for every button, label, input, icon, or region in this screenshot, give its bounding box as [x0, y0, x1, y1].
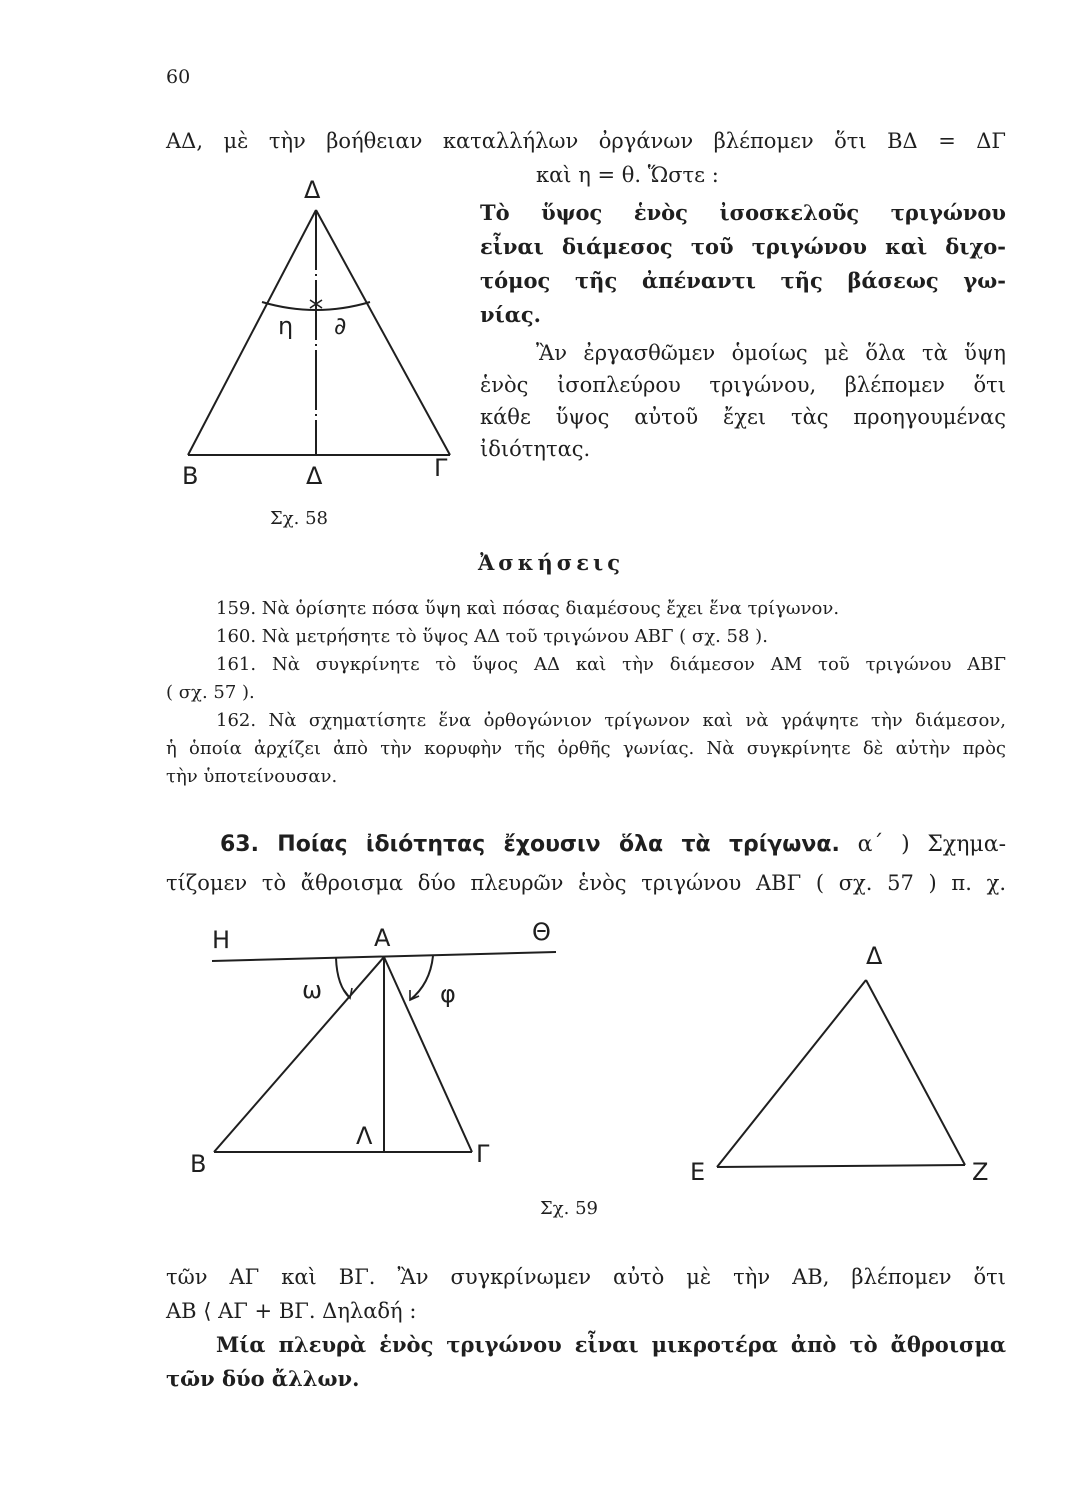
fig59-label-A: Α — [374, 924, 391, 952]
exercise-list — [166, 595, 1006, 791]
exercise-line: ( σχ. 57 ). — [166, 682, 255, 703]
fig59-arc-omega — [336, 958, 350, 998]
fig59-side-DE — [717, 980, 866, 1167]
section-63-title-line — [166, 830, 1006, 860]
fig59-label-Theta: Θ — [532, 918, 551, 946]
fig59-label-Delta: Δ — [866, 942, 883, 970]
fig59-side-DZ — [866, 980, 965, 1165]
para2-line: ἑνὸς ἰσοπλεύρου τριγώνου, βλέπομεν ὅτι — [480, 373, 1006, 397]
fig59-arrow-phi — [410, 990, 419, 1000]
fig59-side-AG — [384, 957, 472, 1152]
exercise-line: τὴν ὑποτείνουσαν. — [166, 766, 338, 787]
fig59-label-Z: Ζ — [972, 1158, 989, 1186]
fig58-angle-arc — [262, 302, 370, 310]
fig58-label-foot: Δ — [306, 462, 323, 490]
fig59-label-E: Ε — [690, 1158, 706, 1186]
fig59-label-Lambda: Λ — [356, 1122, 373, 1150]
closing-line-2: ΑΒ ⟨ ΑΓ + ΒΓ. Δηλαδή : — [166, 1299, 417, 1323]
exercise-line: 161. Νὰ συγκρίνητε τὸ ὕψος ΑΔ καὶ τὴν διάμεσον ΑΜ τοῦ τριγώνου ΑΒΓ — [216, 654, 1006, 675]
fig58-cross-mark — [310, 300, 322, 308]
fig59-side-EZ — [717, 1165, 965, 1167]
fig59-caption: Σχ. 59 — [540, 1198, 598, 1219]
fig58-caption: Σχ. 58 — [270, 508, 328, 529]
fig59-label-Gamma: Γ — [476, 1140, 490, 1168]
fig58-label-left: Β — [182, 462, 199, 490]
fig59-label-H: Η — [212, 926, 231, 954]
fig59-label-omega: ω — [302, 976, 323, 1004]
paragraph-2 — [480, 338, 1006, 464]
fig58-label-apex: Δ — [304, 176, 321, 204]
fig58-side-left — [188, 210, 316, 455]
para2-line: κάθε ὕψος αὐτοῦ ἔχει τὰς προηγουμένας — [480, 405, 1006, 429]
fig58-label-right: Γ — [434, 454, 448, 482]
section-63-title: 63. Ποίας ἰδιότητας ἔχουσιν ὅλα τὰ τρίγωνα. — [220, 832, 840, 857]
fig59-arrow-omega — [344, 988, 352, 998]
section-63-title-rest: α΄ ) Σχημα- — [857, 832, 1007, 857]
exercise-line: 159. Νὰ ὁρίσητε πόσα ὕψη καὶ πόσας διαμέσους ἔχει ἕνα τρίγωνον. — [216, 598, 840, 619]
fig59-label-phi: φ — [440, 980, 456, 1008]
exercises-heading: Ἀσκήσεις — [478, 550, 624, 575]
closing-line-1: τῶν ΑΓ καὶ ΒΓ. Ἂν συγκρίνωμεν αὐτὸ μὲ τὴν ΑΒ, βλέπομεν ὅτι — [166, 1265, 1006, 1289]
fig58-label-angle-right: ∂ — [334, 312, 347, 340]
para2-line: Ἂν ἐργασθῶμεν ὁμοίως μὲ ὅλα τὰ ὕψη — [536, 341, 1006, 365]
para2-line: ἰδιότητας. — [480, 437, 591, 461]
fig59-label-B: Β — [190, 1150, 207, 1178]
rule1-line: Τὸ ὕψος ἑνὸς ἰσοσκελοῦς τριγώνου — [480, 200, 1006, 225]
intro-line-1: ΑΔ, μὲ τὴν βοήθειαν καταλλήλων ὀργάνων βλέπομεν ὅτι ΒΔ = ΔΓ — [166, 129, 1006, 153]
exercise-line: 162. Νὰ σχηματίσητε ἕνα ὀρθογώνιον τρίγωνον καὶ νὰ γράψητε τὴν διάμεσον, — [216, 710, 1006, 731]
fig59-arc-phi — [410, 956, 433, 1000]
rule2-line: τῶν δύο ἄλλων. — [166, 1366, 360, 1391]
page-number: 60 — [166, 66, 191, 88]
rule1-line: εἶναι διάμεσος τοῦ τριγώνου καὶ διχο- — [480, 234, 1006, 259]
rule2-line: Μία πλευρὰ ἑνὸς τριγώνου εἶναι μικροτέρα ἀπὸ τὸ ἄθροισμα — [216, 1332, 1006, 1357]
rule1-line: νίας. — [480, 302, 541, 327]
intro-line-2: καὶ η = θ. Ὥστε : — [536, 163, 719, 187]
rule1-line: τόμος τῆς ἀπέναντι τῆς βάσεως γω- — [480, 268, 1006, 293]
fig58-label-angle-left: η — [278, 312, 294, 340]
section-63-line-2: τίζομεν τὸ ἄθροισμα δύο πλευρῶν ἑνὸς τριγώνου ΑΒΓ ( σχ. 57 ) π. χ. — [166, 871, 1006, 895]
exercise-line: ἡ ὁποία ἀρχίζει ἀπὸ τὴν κορυφὴν τῆς ὀρθῆς γωνίας. Νὰ συγκρίνητε δὲ αὐτὴν πρὸς — [166, 738, 1006, 759]
exercise-line: 160. Νὰ μετρήσητε τὸ ὕψος ΑΔ τοῦ τριγώνου ΑΒΓ ( σχ. 58 ). — [216, 626, 768, 647]
rule1-text — [480, 198, 1006, 330]
fig59-line-HTheta — [212, 952, 556, 961]
rule2-text — [166, 1330, 1006, 1394]
